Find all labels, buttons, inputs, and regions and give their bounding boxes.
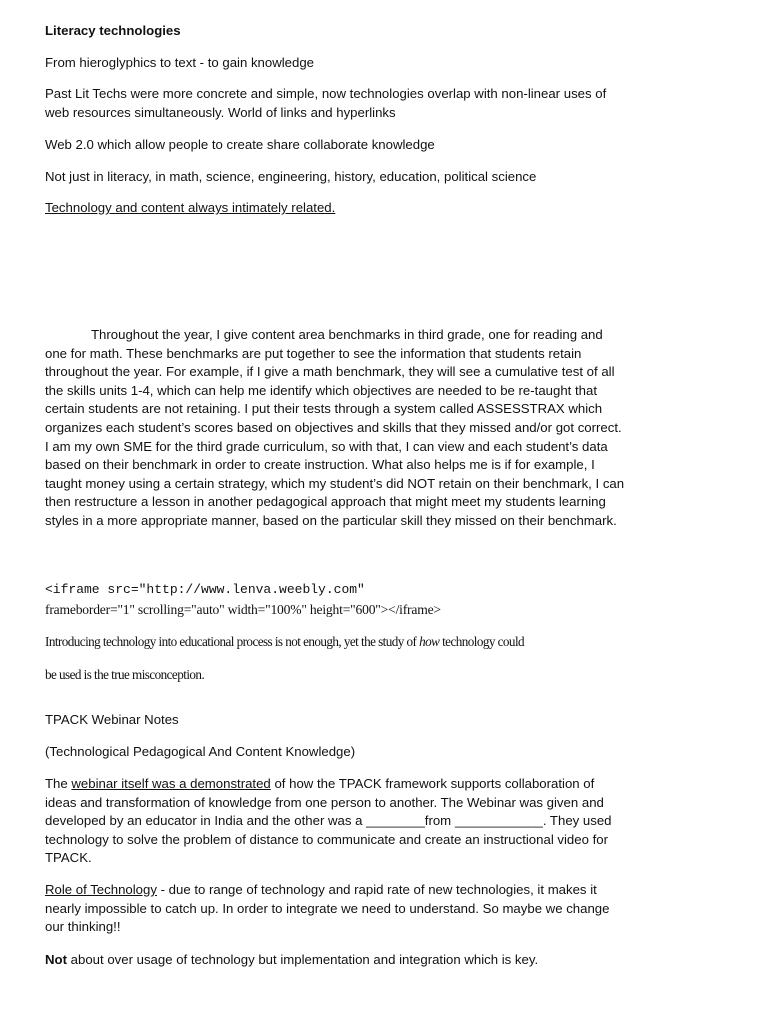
note-past-lit-techs: Past Lit Techs were more concrete and simple, now technologies overlap with non-linear uses of web resources simultaneously. World of links and hyperlinks: [45, 86, 607, 120]
role-of-technology-paragraph: [45, 881, 625, 937]
note-web-2: Web 2.0 which allow people to create share collaborate knowledge: [45, 137, 435, 152]
webinar-link: webinar itself was a demonstrated: [71, 776, 271, 791]
note-tech-content-related: Technology and content always intimately related.: [45, 200, 336, 215]
note-subjects: Not just in literacy, in math, science, engineering, history, education, political science: [45, 169, 537, 184]
benchmark-paragraph: Throughout the year, I give content area benchmarks in third grade, one for reading and one for math. These benchmarks are put together to see the information that students retain throughout the year. For example, if I give a math benchmark, they will see a cumulative test of all the skills units 1-4, which can help me identify which objectives are needed to be re-taught that certain students are not retaining. I put their tests through a system called ASSESSTRAX which organizes each student’s scores based on objectives and skills that they missed and/or got correct. I am my own SME for the third grade curriculum, so with that, I can view and each student’s data based on their benchmark in order to create instruction. What also helps me is if for example, I taught money using a certain strategy, which my student’s did NOT retain on their benchmark, I can then restructure a lesson in another pedagogical approach that might meet my students learning styles in a more appropriate manner, based on the particular skill they missed on their benchmark.: [45, 327, 625, 528]
implementation-bold-not: Not: [45, 952, 67, 967]
quote-text-before: Introducing technology into educational process is not enough, yet the study of: [45, 635, 420, 650]
tpack-heading: TPACK Webinar Notes: [45, 712, 179, 727]
webinar-rest: of how the TPACK framework supports collaboration of ideas and transformation of knowledge from one person to another. The Webinar was given and developed by an educator in India and the other was a ________from ____________. They used technology to solve the problem of distance to communicate and create an instructional video for TPACK.: [45, 776, 612, 866]
implementation-text: about over usage of technology but implementation and integration which is key.: [66, 952, 539, 967]
webinar-paragraph: [45, 775, 625, 868]
implementation-paragraph: [45, 951, 625, 970]
quote-italic-how: how: [419, 635, 440, 650]
quote-line-1: [45, 634, 590, 653]
role-of-technology-label: Role of Technology: [45, 882, 157, 897]
tpack-expansion: (Technological Pedagogical And Content Knowledge): [45, 744, 356, 759]
iframe-code-line-2: frameborder="1" scrolling="auto" width="100%" height="600"></iframe>: [45, 602, 441, 617]
role-of-technology-text: - due to range of technology and rapid rate of new technologies, it makes it nearly impossible to catch up. In order to integrate we need to understand. So maybe we change our thinking!!: [45, 882, 610, 935]
document-title: Literacy technologies: [45, 23, 181, 38]
iframe-code-line-1: <iframe src="http://www.lenva.weebly.com": [45, 582, 365, 597]
quote-line-2: be used is the true misconception.: [45, 668, 205, 683]
note-hieroglyphics: From hieroglyphics to text - to gain knowledge: [45, 55, 315, 70]
quote-text-after: technology could: [439, 635, 525, 650]
webinar-pre: The: [45, 776, 72, 791]
